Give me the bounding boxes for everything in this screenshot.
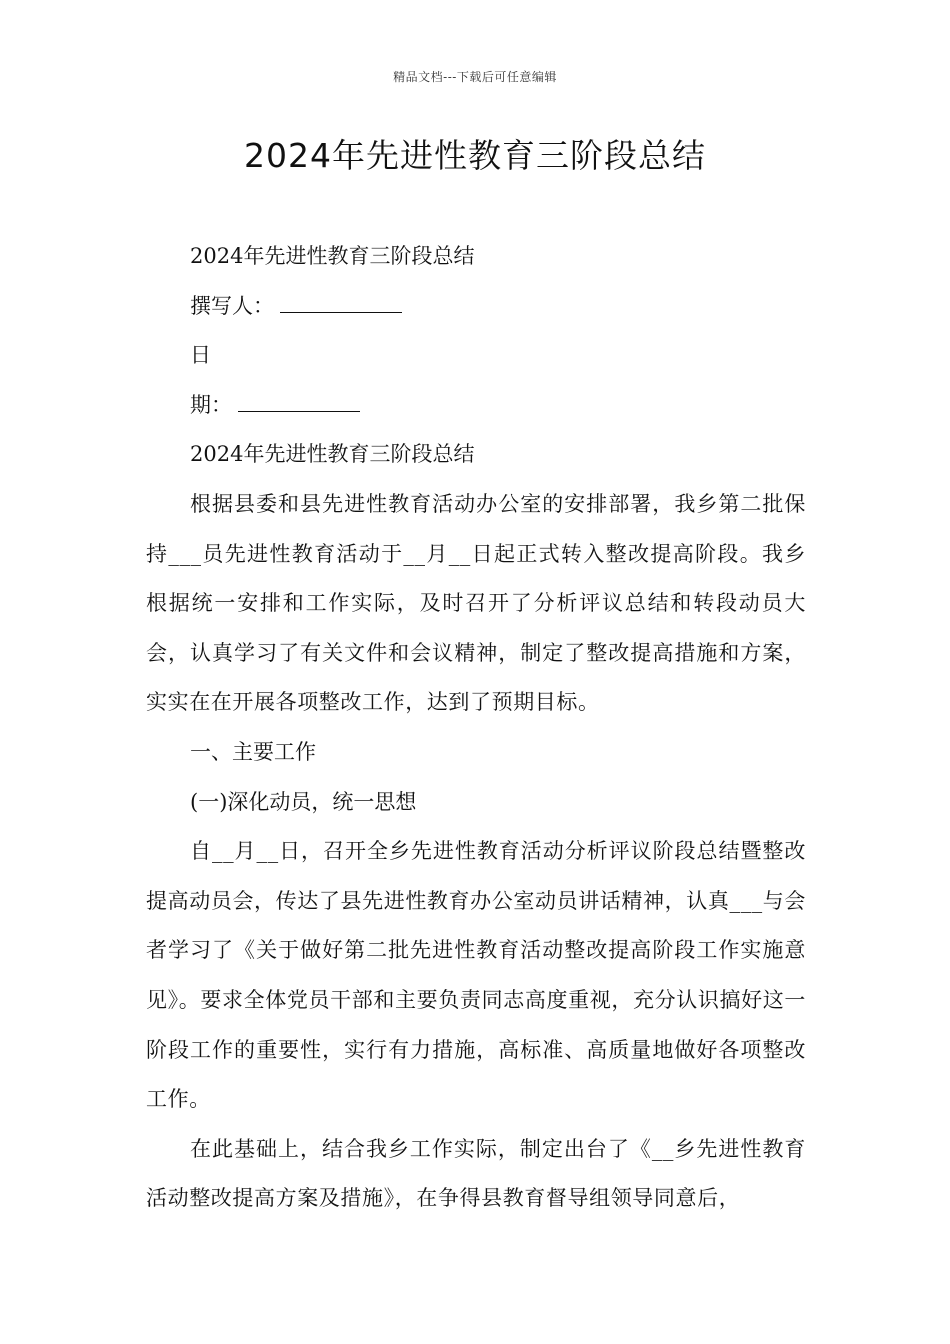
date-label: 期： [190, 392, 232, 417]
author-line [146, 282, 806, 332]
document-subtitle: 2024年先进性教育三阶段总结 [190, 244, 475, 268]
document-body [146, 232, 806, 1224]
header-note: 精品文档---下载后可任意编辑 [393, 70, 557, 84]
body-paragraph-1: 自__月__日，召开全乡先进性教育活动分析评议阶段总结暨整改提高动员会，传达了县先进性教育办公室动员讲话精神，认真___与会者学习了《关于做好第二批先进性教育活动整改提高阶段工作实施意见》。要求全体党员干部和主要负责同志高度重视，充分认识搞好这一阶段工作的重要性，实行有力措施，高标准、高质量地做好各项整改工作。 [146, 839, 806, 1112]
author-blank [280, 294, 402, 313]
author-label: 撰写人： [190, 293, 274, 318]
body-paragraph-2: 在此基础上，结合我乡工作实际，制定出台了《__乡先进性教育活动整改提高方案及措施》，在争得县教育督导组领导同意后， [146, 1136, 806, 1211]
intro-paragraph: 根据县委和县先进性教育活动办公室的安排部署，我乡第二批保持___员先进性教育活动于__月__日起正式转入整改提高阶段。我乡根据统一安排和工作实际，及时召开了分析评议总结和转段动员大会，认真学习了有关文件和会议精神，制定了整改提高措施和方案，实实在在开展各项整改工作，达到了预期目标。 [146, 491, 806, 715]
subsection-heading-1: (一)深化动员，统一思想 [190, 789, 417, 814]
document-title: 2024年先进性教育三阶段总结 [244, 136, 706, 175]
date-blank [238, 393, 360, 412]
section-heading-1: 一、主要工作 [190, 739, 316, 764]
date-line [146, 381, 806, 431]
date-label-line-1: 日 [190, 343, 211, 368]
document-subtitle-2: 2024年先进性教育三阶段总结 [190, 442, 475, 467]
